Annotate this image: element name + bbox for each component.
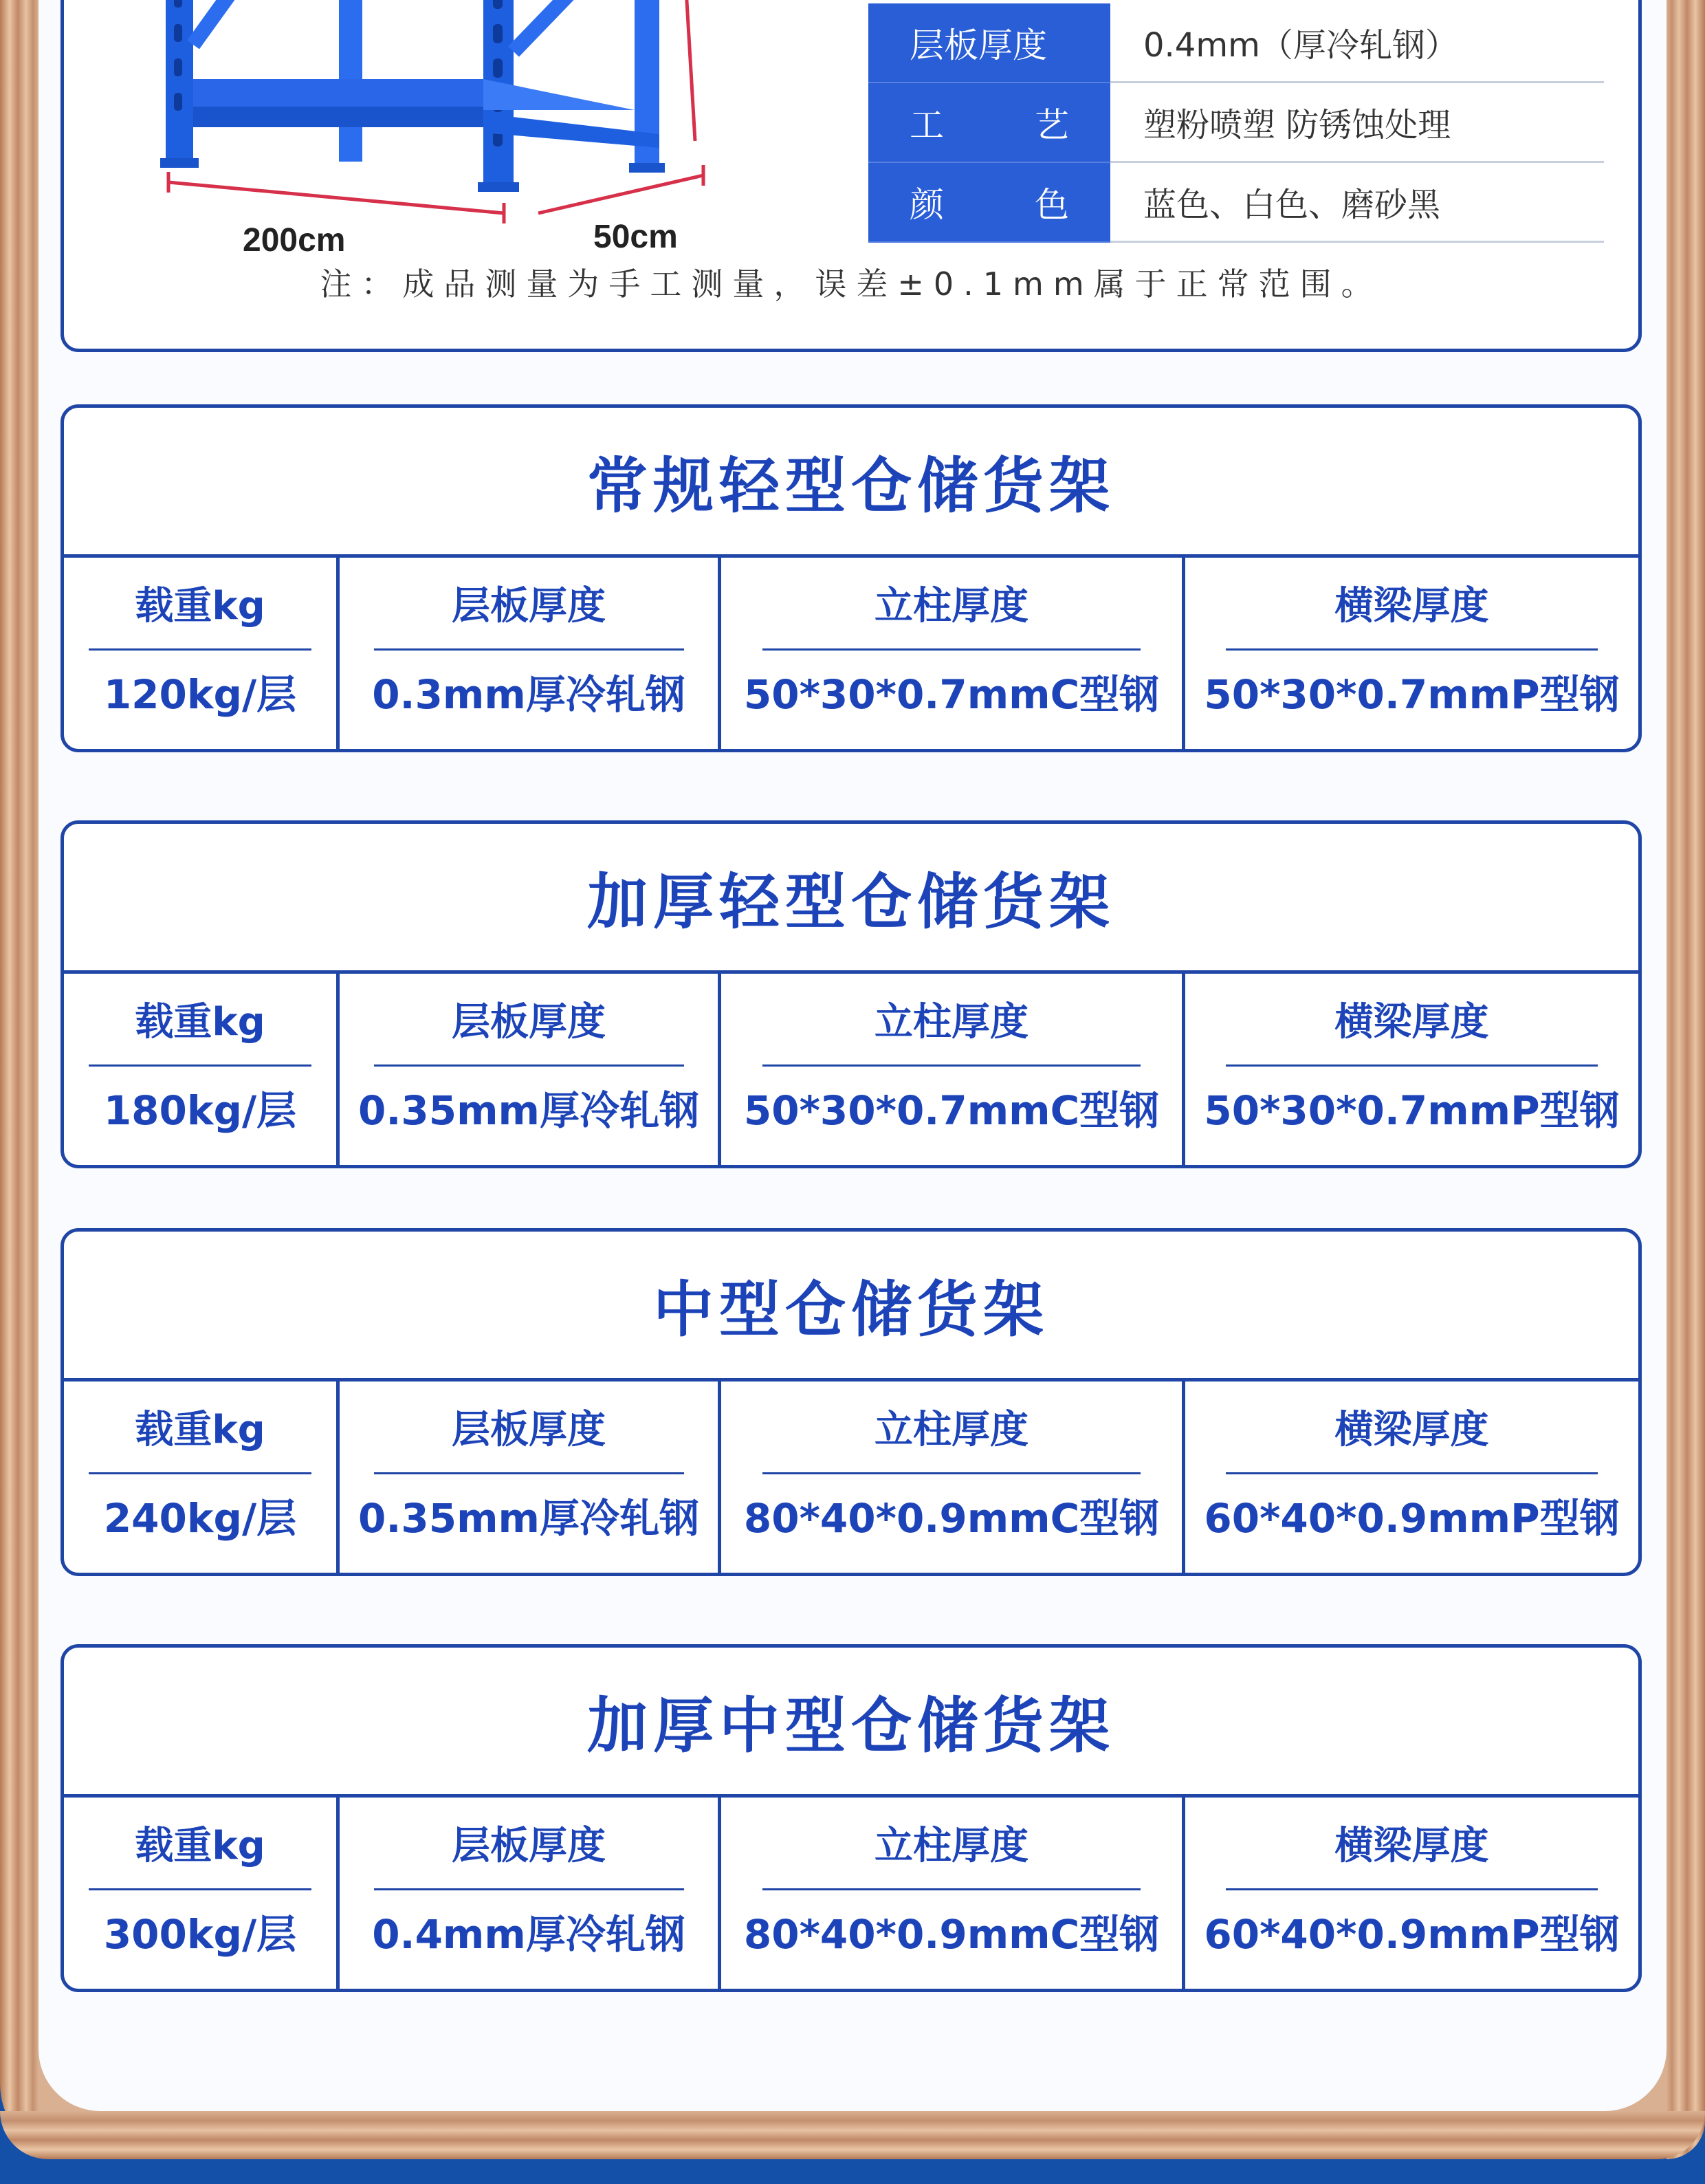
- spec-value: 60*40*0.9mmP型钢: [1204, 1495, 1620, 1542]
- spec-cell-upright: [721, 974, 1185, 1165]
- spec-key-text: 工: [910, 105, 944, 145]
- spec-value: 180kg/层: [103, 1087, 297, 1134]
- spec-value: 60*40*0.9mmP型钢: [1204, 1911, 1620, 1958]
- product-spec-grid: [64, 1798, 1638, 1989]
- spec-key-text: 层板厚度: [910, 25, 1047, 65]
- spec-value: 0.3mm厚冷轧钢: [372, 671, 685, 718]
- spec-cell-upright: [721, 1382, 1185, 1573]
- spec-key-text: 艺: [1035, 105, 1069, 145]
- spec-value: 0.35mm厚冷轧钢: [358, 1087, 699, 1134]
- product-title: 常规轻型仓储货架: [64, 408, 1638, 558]
- measurement-note: 注：成品测量为手工测量，误差±0.1mm属于正常范围。: [320, 265, 1383, 303]
- content-panel: [38, 0, 1666, 2111]
- spec-value: 50*30*0.7mmC型钢: [743, 1087, 1160, 1134]
- spec-key-text: 色: [1035, 185, 1069, 225]
- spec-value: 80*40*0.9mmC型钢: [743, 1911, 1160, 1958]
- shelf-rack-illustration: [64, 0, 875, 265]
- spec-header: 载重kg: [135, 1000, 265, 1045]
- spec-cell-shelf: [340, 1382, 721, 1573]
- spec-row: [868, 163, 1604, 243]
- spec-value: 0.4mm（厚冷轧钢）: [1110, 3, 1604, 83]
- spec-cell-load: [64, 974, 340, 1165]
- spec-key-text: 颜: [910, 185, 944, 225]
- spec-header: 层板厚度: [452, 584, 606, 629]
- spec-cell-shelf: [340, 558, 721, 749]
- spec-value: 蓝色、白色、磨砂黑: [1110, 163, 1604, 243]
- spec-row: [868, 3, 1604, 83]
- spec-cell-load: [64, 558, 340, 749]
- product-title: 加厚中型仓储货架: [64, 1648, 1638, 1798]
- spec-key: [868, 163, 1110, 243]
- spec-header: 载重kg: [135, 1824, 265, 1868]
- spec-cell-beam: [1185, 1798, 1638, 1989]
- spec-cell-beam: [1185, 1382, 1638, 1573]
- product-spec-grid: [64, 1382, 1638, 1573]
- spec-row: [868, 83, 1604, 163]
- product-title: 加厚轻型仓储货架: [64, 824, 1638, 974]
- decorative-frame-bottom: [0, 2111, 1705, 2159]
- spec-cell-shelf: [340, 974, 721, 1165]
- spec-card: [60, 0, 1642, 352]
- spec-cell-shelf: [340, 1798, 721, 1989]
- spec-value: 0.35mm厚冷轧钢: [358, 1495, 699, 1542]
- spec-value: 0.4mm厚冷轧钢: [372, 1911, 685, 1958]
- spec-cell-upright: [721, 1798, 1185, 1989]
- spec-value: 80*40*0.9mmC型钢: [743, 1495, 1160, 1542]
- product-card: [60, 1644, 1642, 1992]
- spec-value: 50*30*0.7mmC型钢: [743, 671, 1160, 718]
- spec-cell-load: [64, 1798, 340, 1989]
- spec-value: 塑粉喷塑 防锈蚀处理: [1110, 83, 1604, 163]
- product-card: [60, 820, 1642, 1168]
- spec-header: 立柱厚度: [874, 584, 1028, 629]
- spec-value: 120kg/层: [103, 671, 297, 718]
- product-card: [60, 404, 1642, 752]
- spec-cell-upright: [721, 558, 1185, 749]
- spec-key: [868, 83, 1110, 163]
- product-spec-grid: [64, 974, 1638, 1165]
- spec-header: 立柱厚度: [874, 1824, 1028, 1868]
- spec-value: 50*30*0.7mmP型钢: [1204, 671, 1620, 718]
- dimension-depth-label: 50cm: [593, 219, 678, 255]
- spec-header: 层板厚度: [452, 1000, 606, 1045]
- spec-table: [868, 3, 1604, 243]
- spec-header: 横梁厚度: [1334, 1824, 1489, 1868]
- spec-value: 240kg/层: [103, 1495, 297, 1542]
- spec-cell-beam: [1185, 974, 1638, 1165]
- spec-header: 层板厚度: [452, 1408, 606, 1452]
- spec-value: 300kg/层: [103, 1911, 297, 1958]
- dimension-width-label: 200cm: [243, 222, 346, 259]
- spec-header: 横梁厚度: [1334, 1408, 1489, 1452]
- spec-header: 立柱厚度: [874, 1408, 1028, 1452]
- spec-header: 横梁厚度: [1334, 1000, 1489, 1045]
- spec-header: 横梁厚度: [1334, 584, 1489, 629]
- spec-cell-beam: [1185, 558, 1638, 749]
- product-spec-grid: [64, 558, 1638, 749]
- spec-header: 载重kg: [135, 1408, 265, 1452]
- product-title: 中型仓储货架: [64, 1232, 1638, 1382]
- spec-header: 载重kg: [135, 584, 265, 629]
- spec-header: 立柱厚度: [874, 1000, 1028, 1045]
- spec-cell-load: [64, 1382, 340, 1573]
- product-card: [60, 1228, 1642, 1576]
- spec-value: 50*30*0.7mmP型钢: [1204, 1087, 1620, 1134]
- spec-key: [868, 3, 1110, 83]
- spec-header: 层板厚度: [452, 1824, 606, 1868]
